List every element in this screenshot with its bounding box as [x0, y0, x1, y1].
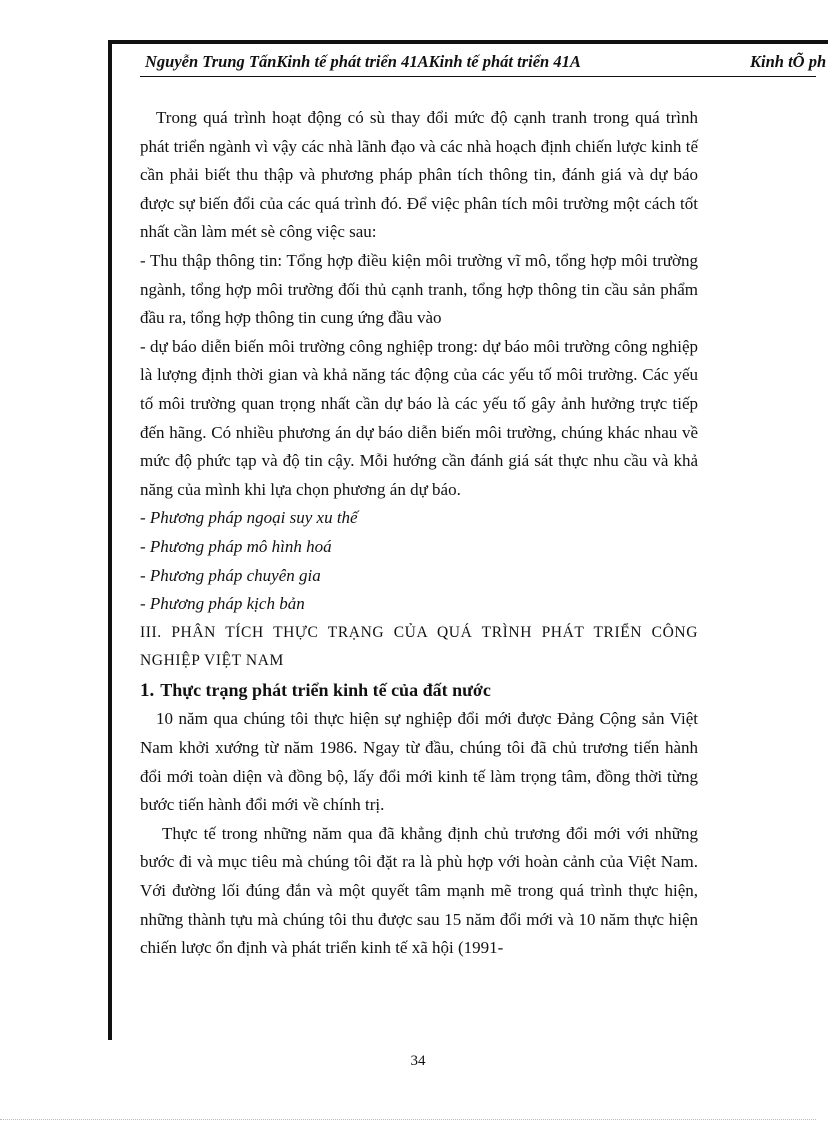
subsection-title: Thực trạng phát triển kinh tế của đất nước — [160, 679, 491, 700]
paragraph-reform: 10 năm qua chúng tôi thực hiện sự nghiệp đổi mới được Đảng Cộng sản Việt Nam khởi xướng từ năm 1986. Ngay từ đầu, chúng tôi đã chủ trương tiến hành đổi mới toàn diện và đồng bộ, lấy đổi mới kinh tế làm trọng tâm, đồng thời từng bước tiến hành đổi mới về chính trị. — [140, 709, 698, 815]
paragraph-collect-info: - Thu thập thông tin: Tổng hợp điều kiện môi trường vĩ mô, tổng hợp môi trường ngành, tổng hợp môi trường đối thủ cạnh tranh, tổng hợp thông tin cầu sản phẩm đầu ra, tổng hợp thông tin cung ứng đầu vào — [140, 250, 698, 328]
method-item: - Phương pháp ngoại suy xu thế — [140, 508, 358, 528]
subsection-heading — [140, 676, 698, 706]
paragraph-achievements: Thực tế trong những năm qua đã khẳng định chủ trương đổi mới với những bước đi và mục tiêu mà chúng tôi đặt ra là phù hợp với hoàn cảnh của Việt Nam. Với đường lối đúng đắn và một quyết tâm mạnh mẽ trong quá trình thực hiện, những thành tựu mà chúng tôi thu được sau 15 năm đổi mới và 10 năm thực hiện chiến lược ổn định và phát triển kinh tế xã hội (1991- — [140, 823, 698, 958]
page-number: 34 — [410, 1053, 426, 1069]
paragraph-intro: Trong quá trình hoạt động có sù thay đổi mức độ cạnh tranh trong quá trình phát triển ngành vì vậy các nhà lãnh đạo và các nhà hoạch định chiến lược kinh tế cần phải biết thu thập và phương pháp phân tích thông tin, đánh giá và dự báo được sự biến đổi của các quá trình đó. Để việc phân tích môi trường một cách tốt nhất cần làm mét sè công việc sau: — [140, 108, 698, 242]
header-left-text: Nguyễn Trung TấnKinh tế phát triển 41AKinh tế phát triển 41A — [145, 52, 581, 71]
method-item: - Phương pháp chuyên gia — [140, 565, 321, 585]
section-heading: III. PHÂN TÍCH THỰC TRẠNG CỦA QUÁ TRÌNH PHÁT TRIỂN CÔNG NGHIỆP VIỆT NAM — [140, 623, 698, 670]
method-item: - Phương pháp mô hình hoá — [140, 536, 332, 556]
running-header — [145, 48, 827, 78]
header-rule — [140, 76, 816, 77]
bottom-dotted-rule — [0, 1119, 816, 1120]
subsection-number: 1. — [140, 679, 155, 701]
header-right-text: Kinh tÕ ph — [750, 52, 827, 71]
method-item: - Phương pháp kịch bản — [140, 594, 305, 614]
document-body — [140, 104, 698, 963]
paragraph-forecast: - dự báo diễn biến môi trường công nghiệp trong: dự báo môi trường công nghiệp là lượng định thời gian và khả năng tác động của các yếu tố môi trường. Các yếu tố môi trường quan trọng nhất cần dự báo là các yếu tố gây ảnh hưởng trực tiếp đến hãng. Có nhiều phương án dự báo diễn biến môi trường, chúng khác nhau về mức độ phức tạp và độ tin cậy. Mỗi hướng cần đánh giá sát thực nhu cầu và khả năng của mình khi lựa chọn phương án dự báo. — [140, 336, 698, 499]
